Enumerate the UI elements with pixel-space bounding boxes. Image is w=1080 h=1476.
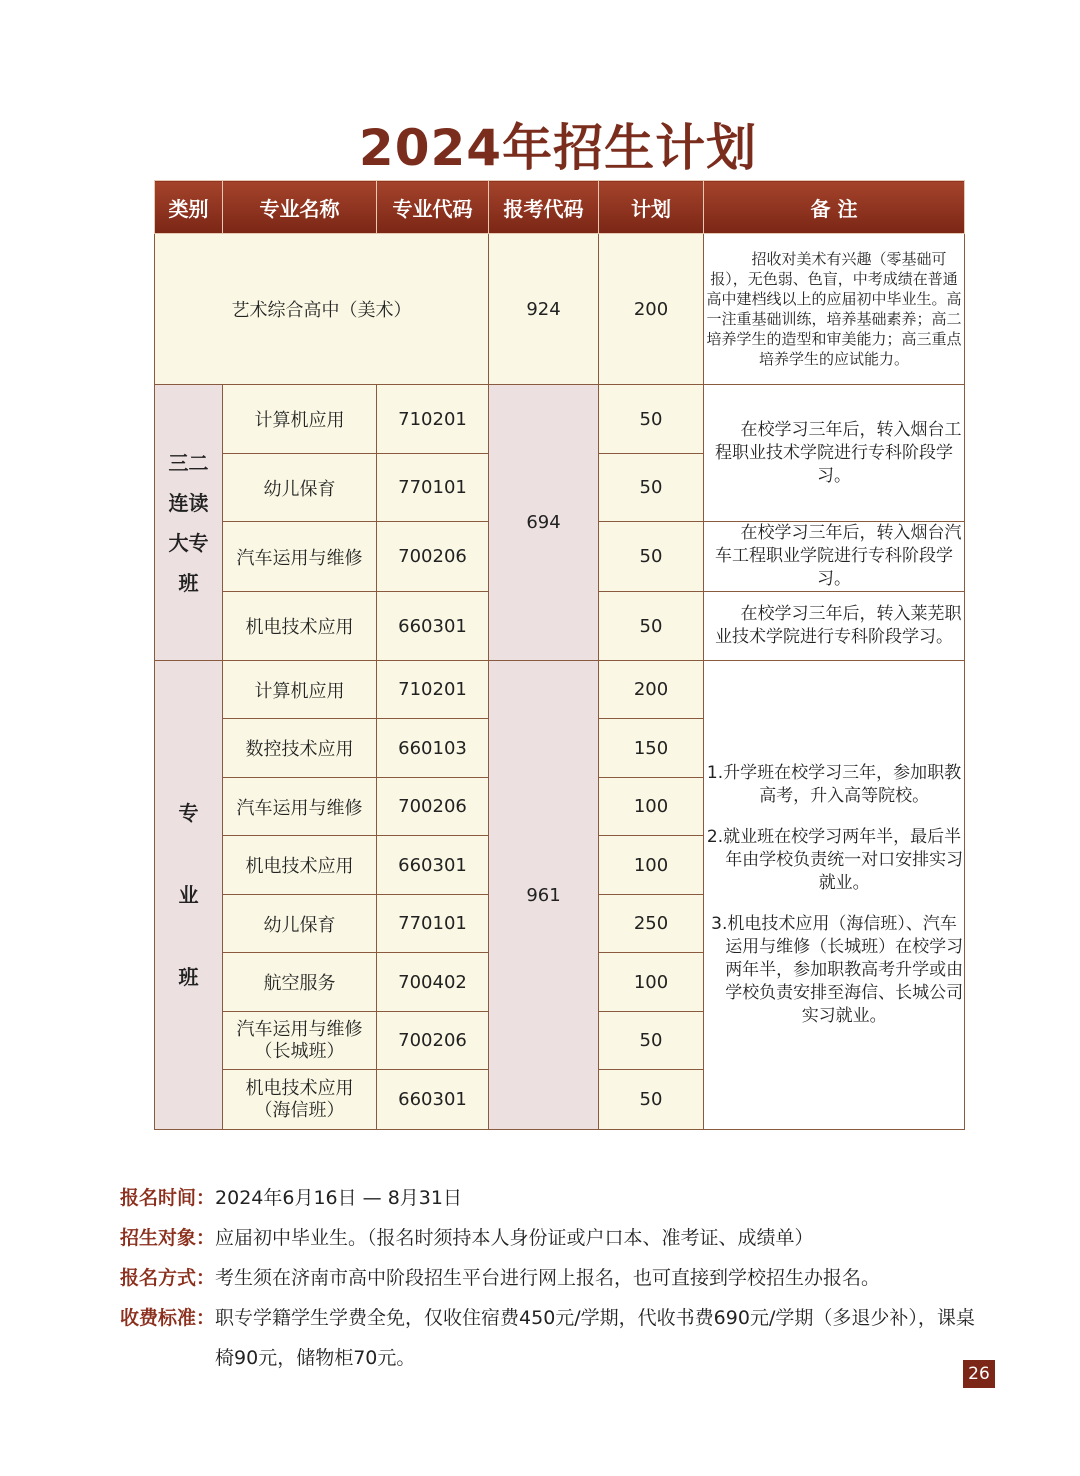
art-exam-code: 924: [489, 234, 599, 385]
major-name: 机电技术应用: [223, 592, 377, 661]
major-name: 计算机应用: [223, 661, 377, 719]
group2-exam-code: 961: [489, 661, 599, 1130]
category-group2: 专 业 班: [155, 661, 223, 1130]
major-name: 数控技术应用: [223, 719, 377, 778]
major-code: 700206: [377, 1012, 489, 1070]
plan-count: 100: [599, 836, 704, 895]
plan-count: 200: [599, 661, 704, 719]
major-code: 770101: [377, 454, 489, 522]
registration-method-label: 报名方式：: [120, 1267, 216, 1289]
fee-standard-value: 职专学籍学生学费全免，仅收住宿费450元/学期，代收书费690元/学期（多退少补），课桌椅90元，储物柜70元。: [215, 1307, 975, 1369]
major-name: 机电技术应用: [223, 836, 377, 895]
registration-method: [120, 1258, 980, 1298]
group2-note-2: 2.就业班在校学习两年半，最后半年由学校负责统一对口安排实习就业。: [706, 827, 964, 893]
enrollment-target-label: 招生对象：: [120, 1227, 216, 1249]
major-code: 660301: [377, 1070, 489, 1130]
plan-count: 50: [599, 522, 704, 592]
category-group1: 三二 连读 大专 班: [155, 385, 223, 661]
major-name: 汽车运用与维修: [223, 522, 377, 592]
major-code: 700206: [377, 778, 489, 836]
registration-time: [120, 1178, 980, 1218]
group1-note-3: 在校学习三年后，转入莱芜职业技术学院进行专科阶段学习。: [704, 592, 965, 661]
major-code: 710201: [377, 385, 489, 454]
enrollment-plan-table: [154, 180, 965, 1130]
group1-note-2: 在校学习三年后，转入烟台汽车工程职业学院进行专科阶段学习。: [704, 522, 965, 592]
registration-time-value: 2024年6月16日 — 8月31日: [215, 1187, 462, 1209]
page-title: 2024年招生计划: [358, 119, 758, 177]
header-exam-code: 报考代码: [489, 181, 599, 234]
header-plan: 计划: [599, 181, 704, 234]
art-note: 招收对美术有兴趣（零基础可报），无色弱、色盲，中考成绩在普通高中建档线以上的应届初中毕业生。高一注重基础训练，培养基础素养；高二培养学生的造型和审美能力；高三重点培养学生的应试能力。: [704, 234, 965, 385]
table-header-row: [155, 181, 965, 234]
group1-note-1: 在校学习三年后，转入烟台工程职业技术学院进行专科阶段学习。: [704, 385, 965, 522]
header-major-name: 专业名称: [223, 181, 377, 234]
major-code: 660103: [377, 719, 489, 778]
plan-count: 250: [599, 895, 704, 953]
enrollment-info: [120, 1178, 980, 1378]
major-name: 幼儿保育: [223, 895, 377, 953]
art-program-name: 艺术综合高中（美术）: [155, 234, 489, 385]
major-name: 航空服务: [223, 953, 377, 1012]
major-code: 700402: [377, 953, 489, 1012]
major-name: 计算机应用: [223, 385, 377, 454]
major-name: 幼儿保育: [223, 454, 377, 522]
major-name: 汽车运用与维修 （长城班）: [223, 1012, 377, 1070]
page-number: 26: [963, 1360, 995, 1388]
plan-count: 100: [599, 953, 704, 1012]
major-name: 汽车运用与维修: [223, 778, 377, 836]
major-code: 660301: [377, 836, 489, 895]
header-notes: 备 注: [704, 181, 965, 234]
enrollment-target-value: 应届初中毕业生。（报名时须持本人身份证或户口本、准考证、成绩单）: [215, 1227, 814, 1249]
plan-count: 100: [599, 778, 704, 836]
plan-count: 50: [599, 592, 704, 661]
plan-count: 150: [599, 719, 704, 778]
header-category: 类别: [155, 181, 223, 234]
plan-count: 50: [599, 1012, 704, 1070]
registration-method-value: 考生须在济南市高中阶段招生平台进行网上报名，也可直接到学校招生办报名。: [215, 1267, 881, 1289]
major-code: 710201: [377, 661, 489, 719]
group2-note-3: 3.机电技术应用（海信班）、汽车运用与维修（长城班）在校学习两年半，参加职教高考升学或由学校负责安排至海信、长城公司实习就业。: [711, 914, 964, 1026]
group2-note-1: 1.升学班在校学习三年，参加职教高考，升入高等院校。: [706, 763, 962, 806]
registration-time-label: 报名时间：: [120, 1187, 216, 1209]
fee-standard-label: 收费标准：: [120, 1307, 216, 1329]
table-row: [155, 385, 965, 454]
art-plan: 200: [599, 234, 704, 385]
group1-exam-code: 694: [489, 385, 599, 661]
major-name: 机电技术应用 （海信班）: [223, 1070, 377, 1130]
major-code: 770101: [377, 895, 489, 953]
enrollment-target: [120, 1218, 980, 1258]
header-major-code: 专业代码: [377, 181, 489, 234]
plan-count: 50: [599, 454, 704, 522]
plan-count: 50: [599, 385, 704, 454]
table-row-art: [155, 234, 965, 385]
plan-count: 50: [599, 1070, 704, 1130]
group2-notes: [704, 661, 965, 1130]
fee-standard: [120, 1298, 980, 1378]
major-code: 660301: [377, 592, 489, 661]
table-row: [155, 661, 965, 719]
major-code: 700206: [377, 522, 489, 592]
